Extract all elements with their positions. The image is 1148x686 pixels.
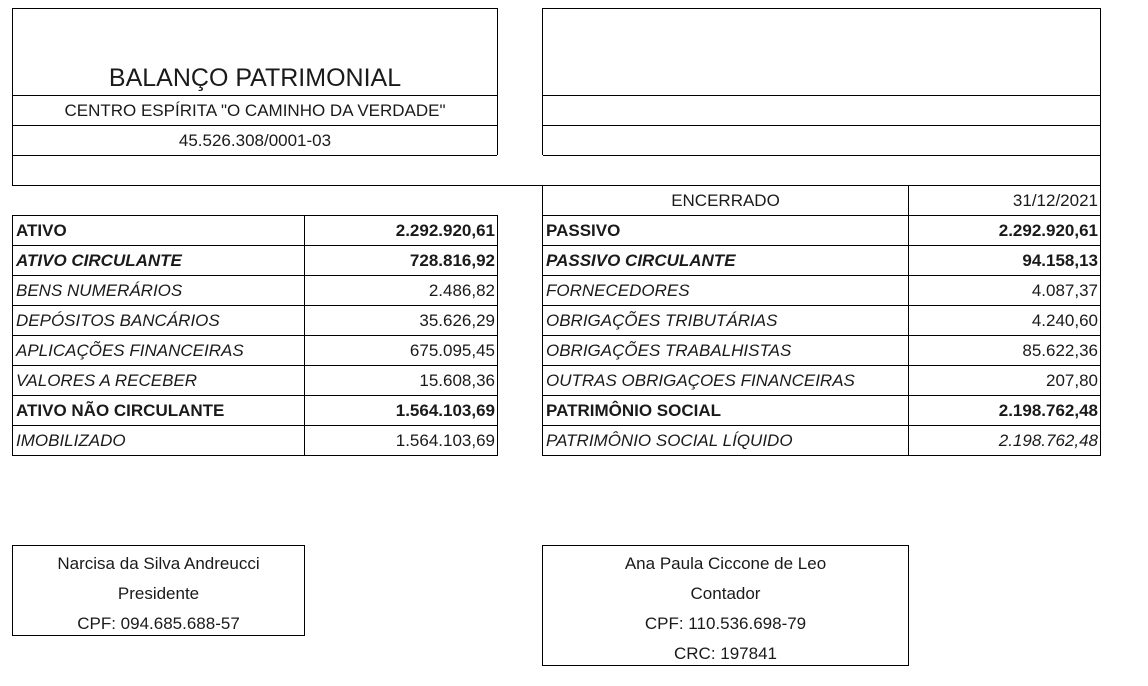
header-divider bbox=[542, 125, 1101, 126]
entity-name: CENTRO ESPÍRITA "O CAMINHO DA VERDADE" bbox=[64, 101, 446, 120]
ativo-row-value: 675.095,45 bbox=[409, 341, 495, 360]
ativo-row-label: BENS NUMERÁRIOS bbox=[16, 281, 183, 300]
passivo-row-label: OUTRAS OBRIGAÇOES FINANCEIRAS bbox=[546, 371, 855, 390]
passivo-row-value: 85.622,36 bbox=[1022, 341, 1098, 360]
ativo-row-label: ATIVO CIRCULANTE bbox=[16, 251, 182, 270]
ativo-row-value: 35.626,29 bbox=[419, 311, 495, 330]
signer-name: Ana Paula Ciccone de Leo bbox=[624, 554, 827, 573]
signature-box-president bbox=[12, 545, 305, 636]
passivo-row-label: OBRIGAÇÕES TRABALHISTAS bbox=[546, 341, 792, 360]
passivo-row-label: PASSIVO bbox=[546, 221, 621, 240]
ativo-row-label: ATIVO bbox=[16, 221, 67, 240]
signer-cpf: CPF: 094.685.688-57 bbox=[77, 614, 240, 633]
passivo-row-label: PATRIMÔNIO SOCIAL LÍQUIDO bbox=[546, 431, 793, 450]
cnpj: 45.526.308/0001-03 bbox=[178, 131, 332, 150]
passivo-row-label: FORNECEDORES bbox=[546, 281, 690, 300]
page-title: BALANÇO PATRIMONIAL bbox=[108, 64, 402, 92]
passivo-row-value: 94.158,13 bbox=[1022, 251, 1098, 270]
header-box-right bbox=[542, 8, 1101, 156]
period-date: 31/12/2021 bbox=[1012, 191, 1098, 210]
ativo-row-label: APLICAÇÕES FINANCEIRAS bbox=[16, 341, 244, 360]
ativo-row-value: 2.292.920,61 bbox=[395, 221, 495, 240]
ativo-row-value: 1.564.103,69 bbox=[395, 431, 495, 450]
signer-role: Contador bbox=[690, 584, 761, 603]
signature-box-accountant bbox=[542, 545, 909, 666]
passivo-row-value: 2.292.920,61 bbox=[998, 221, 1098, 240]
spacer-row-gap bbox=[497, 155, 543, 156]
passivo-row-value: 4.240,60 bbox=[1031, 311, 1098, 330]
ativo-row-value: 1.564.103,69 bbox=[395, 401, 495, 420]
period-label: ENCERRADO bbox=[671, 191, 780, 210]
ativo-row-label: DEPÓSITOS BANCÁRIOS bbox=[16, 311, 220, 330]
passivo-row-value: 2.198.762,48 bbox=[998, 401, 1098, 420]
signer-cpf: CPF: 110.536.698-79 bbox=[644, 614, 807, 633]
ativo-row-value: 15.608,36 bbox=[419, 371, 495, 390]
spacer-row bbox=[12, 155, 1101, 186]
passivo-row-label: PATRIMÔNIO SOCIAL bbox=[546, 401, 722, 420]
header-divider bbox=[542, 95, 1101, 96]
passivo-row-value: 2.198.762,48 bbox=[998, 431, 1098, 450]
signer-role: Presidente bbox=[117, 584, 200, 603]
ativo-row-label: VALORES A RECEBER bbox=[16, 371, 198, 390]
passivo-row-label: PASSIVO CIRCULANTE bbox=[546, 251, 736, 270]
ativo-row-label: ATIVO NÃO CIRCULANTE bbox=[16, 401, 225, 420]
ativo-row-value: 728.816,92 bbox=[409, 251, 495, 270]
signer-name: Narcisa da Silva Andreucci bbox=[57, 554, 260, 573]
signer-crc: CRC: 197841 bbox=[673, 644, 777, 663]
passivo-row-value: 207,80 bbox=[1046, 371, 1098, 390]
ativo-row-value: 2.486,82 bbox=[428, 281, 495, 300]
passivo-row-label: OBRIGAÇÕES TRIBUTÁRIAS bbox=[546, 311, 778, 330]
passivo-row-value: 4.087,37 bbox=[1031, 281, 1098, 300]
ativo-row-label: IMOBILIZADO bbox=[16, 431, 126, 450]
